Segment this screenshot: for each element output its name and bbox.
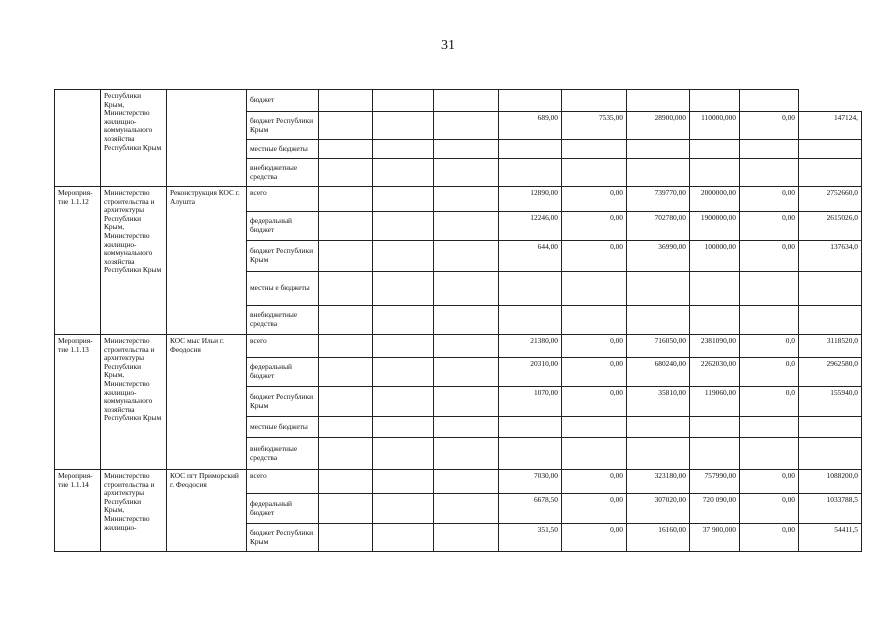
value-cell: 1070,00 bbox=[499, 387, 562, 417]
value-cell bbox=[319, 335, 373, 358]
value-cell bbox=[690, 438, 740, 470]
value-cell: 689,00 bbox=[499, 112, 562, 140]
source-cell: местные бюджеты bbox=[247, 417, 319, 438]
value-cell bbox=[434, 387, 499, 417]
value-cell bbox=[434, 494, 499, 524]
value-cell bbox=[373, 438, 434, 470]
value-cell bbox=[434, 112, 499, 140]
value-cell bbox=[319, 140, 373, 159]
value-cell: 0,00 bbox=[740, 494, 799, 524]
source-cell: бюджет Республики Крым bbox=[247, 112, 319, 140]
value-cell bbox=[373, 358, 434, 387]
source-cell: всего bbox=[247, 335, 319, 358]
value-cell bbox=[690, 90, 740, 112]
value-cell: 323180,00 bbox=[627, 470, 690, 494]
value-cell bbox=[434, 187, 499, 212]
value-cell: 0,00 bbox=[562, 387, 627, 417]
value-cell: 12890,00 bbox=[499, 187, 562, 212]
value-cell bbox=[799, 417, 862, 438]
value-cell: 1088200,0 bbox=[799, 470, 862, 494]
source-cell: бюджет bbox=[247, 90, 319, 112]
value-cell: 6678,50 bbox=[499, 494, 562, 524]
value-cell bbox=[499, 438, 562, 470]
value-cell bbox=[799, 159, 862, 187]
value-cell bbox=[434, 358, 499, 387]
page-number: 31 bbox=[441, 38, 455, 53]
executor-cell: Министерство строительства и архитектуры Республики Крым, Министерство жилищно-коммунального хозяйства Республики Крым bbox=[101, 335, 167, 470]
value-cell bbox=[499, 306, 562, 335]
value-cell: 2262030,00 bbox=[690, 358, 740, 387]
value-cell: 137634,0 bbox=[799, 241, 862, 272]
value-cell bbox=[319, 387, 373, 417]
value-cell: 702780,00 bbox=[627, 212, 690, 241]
value-cell: 0,0 bbox=[740, 387, 799, 417]
value-cell: 110000,000 bbox=[690, 112, 740, 140]
value-cell: 7535,00 bbox=[562, 112, 627, 140]
measure-cell bbox=[55, 90, 101, 187]
value-cell: 0,00 bbox=[740, 187, 799, 212]
object-cell: Реконструкция КОС г. Алушта bbox=[167, 187, 247, 335]
value-cell bbox=[434, 212, 499, 241]
value-cell: 100000,00 bbox=[690, 241, 740, 272]
value-cell bbox=[627, 159, 690, 187]
value-cell bbox=[562, 417, 627, 438]
value-cell: 155940,0 bbox=[799, 387, 862, 417]
value-cell bbox=[690, 417, 740, 438]
value-cell: 0,00 bbox=[740, 470, 799, 494]
source-cell: местны е бюджеты bbox=[247, 272, 319, 306]
value-cell bbox=[562, 306, 627, 335]
value-cell: 0,00 bbox=[562, 335, 627, 358]
executor-cell: Министерство строительства и архитектуры Республики Крым, Министерство жилищно- bbox=[101, 470, 167, 552]
value-cell bbox=[499, 272, 562, 306]
value-cell bbox=[373, 306, 434, 335]
value-cell: 0,0 bbox=[740, 335, 799, 358]
value-cell bbox=[499, 90, 562, 112]
value-cell: 7030,00 bbox=[499, 470, 562, 494]
value-cell: 16160,00 bbox=[627, 524, 690, 552]
measure-cell: Мероприя-тие 1.1.12 bbox=[55, 187, 101, 335]
value-cell bbox=[373, 159, 434, 187]
value-cell: 28900,000 bbox=[627, 112, 690, 140]
value-cell bbox=[740, 140, 799, 159]
value-cell bbox=[434, 438, 499, 470]
value-cell bbox=[319, 524, 373, 552]
value-cell bbox=[319, 494, 373, 524]
source-cell: местные бюджеты bbox=[247, 140, 319, 159]
value-cell bbox=[319, 90, 373, 112]
value-cell bbox=[690, 306, 740, 335]
value-cell bbox=[373, 494, 434, 524]
value-cell bbox=[319, 112, 373, 140]
value-cell bbox=[799, 140, 862, 159]
source-cell: бюджет Республики Крым bbox=[247, 387, 319, 417]
value-cell bbox=[434, 140, 499, 159]
value-cell bbox=[690, 159, 740, 187]
value-cell bbox=[740, 90, 799, 112]
executor-cell: Министерство строительства и архитектуры Республики Крым, Министерство жилищно-коммунального хозяйства Республики Крым bbox=[101, 187, 167, 335]
value-cell bbox=[627, 417, 690, 438]
value-cell: 2381090,00 bbox=[690, 335, 740, 358]
value-cell bbox=[434, 272, 499, 306]
value-cell: 757990,00 bbox=[690, 470, 740, 494]
source-cell: федеральный бюджет bbox=[247, 494, 319, 524]
value-cell: 716050,00 bbox=[627, 335, 690, 358]
value-cell bbox=[562, 140, 627, 159]
value-cell bbox=[319, 306, 373, 335]
value-cell bbox=[434, 417, 499, 438]
value-cell bbox=[627, 438, 690, 470]
source-cell: бюджет Республики Крым bbox=[247, 524, 319, 552]
value-cell bbox=[740, 306, 799, 335]
value-cell: 0,00 bbox=[740, 524, 799, 552]
value-cell: 0,0 bbox=[740, 358, 799, 387]
source-cell: внебюджетные средства bbox=[247, 159, 319, 187]
value-cell bbox=[373, 112, 434, 140]
object-cell: КОС мыс Ильи г. Феодосия bbox=[167, 335, 247, 470]
value-cell bbox=[627, 306, 690, 335]
value-cell bbox=[434, 524, 499, 552]
value-cell bbox=[319, 272, 373, 306]
value-cell bbox=[562, 272, 627, 306]
table-row bbox=[55, 90, 862, 112]
source-cell: федеральный бюджет bbox=[247, 358, 319, 387]
value-cell: 36990,00 bbox=[627, 241, 690, 272]
value-cell: 0,00 bbox=[562, 212, 627, 241]
value-cell bbox=[434, 470, 499, 494]
table-row bbox=[55, 470, 862, 494]
object-cell bbox=[167, 90, 247, 187]
value-cell bbox=[373, 272, 434, 306]
measure-cell: Мероприя-тие 1.1.13 bbox=[55, 335, 101, 470]
source-cell: бюджет Республики Крым bbox=[247, 241, 319, 272]
value-cell bbox=[627, 90, 690, 112]
value-cell bbox=[434, 306, 499, 335]
value-cell bbox=[319, 187, 373, 212]
value-cell bbox=[740, 272, 799, 306]
budget-table bbox=[54, 89, 862, 552]
value-cell bbox=[319, 438, 373, 470]
value-cell: 1033788,5 bbox=[799, 494, 862, 524]
value-cell bbox=[562, 90, 627, 112]
value-cell: 0,00 bbox=[562, 241, 627, 272]
value-cell bbox=[434, 241, 499, 272]
value-cell bbox=[690, 272, 740, 306]
value-cell bbox=[373, 335, 434, 358]
value-cell: 1900000,00 bbox=[690, 212, 740, 241]
value-cell bbox=[319, 159, 373, 187]
value-cell bbox=[627, 272, 690, 306]
value-cell bbox=[373, 241, 434, 272]
value-cell bbox=[373, 140, 434, 159]
source-cell: всего bbox=[247, 187, 319, 212]
value-cell: 351,50 bbox=[499, 524, 562, 552]
value-cell: 644,00 bbox=[499, 241, 562, 272]
value-cell bbox=[799, 438, 862, 470]
table-row bbox=[55, 187, 862, 212]
value-cell bbox=[434, 335, 499, 358]
executor-cell: Республики Крым, Министерство жилищно-коммунального хозяйства Республики Крым bbox=[101, 90, 167, 187]
value-cell bbox=[373, 212, 434, 241]
value-cell: 0,00 bbox=[740, 112, 799, 140]
value-cell bbox=[319, 241, 373, 272]
table-row bbox=[55, 335, 862, 358]
value-cell: 35810,00 bbox=[627, 387, 690, 417]
value-cell bbox=[499, 140, 562, 159]
value-cell: 119060,00 bbox=[690, 387, 740, 417]
source-cell: внебюджетные средства bbox=[247, 306, 319, 335]
value-cell bbox=[627, 140, 690, 159]
value-cell: 2615026,0 bbox=[799, 212, 862, 241]
value-cell bbox=[434, 159, 499, 187]
value-cell bbox=[562, 438, 627, 470]
object-cell: КОС пгт Приморский г. Феодосия bbox=[167, 470, 247, 552]
source-cell: внебюджетные средства bbox=[247, 438, 319, 470]
value-cell bbox=[373, 524, 434, 552]
value-cell: 3118520,0 bbox=[799, 335, 862, 358]
value-cell: 307020,00 bbox=[627, 494, 690, 524]
value-cell bbox=[319, 212, 373, 241]
value-cell: 147124, bbox=[799, 112, 862, 140]
value-cell: 20310,00 bbox=[499, 358, 562, 387]
source-cell: федеральный бюджет bbox=[247, 212, 319, 241]
value-cell: 720 090,00 bbox=[690, 494, 740, 524]
value-cell: 2962580,0 bbox=[799, 358, 862, 387]
value-cell bbox=[499, 417, 562, 438]
value-cell bbox=[690, 140, 740, 159]
value-cell bbox=[799, 306, 862, 335]
value-cell: 54411,5 bbox=[799, 524, 862, 552]
value-cell: 0,00 bbox=[740, 212, 799, 241]
value-cell: 21380,00 bbox=[499, 335, 562, 358]
value-cell bbox=[319, 417, 373, 438]
value-cell bbox=[740, 438, 799, 470]
value-cell: 37 900,000 bbox=[690, 524, 740, 552]
value-cell: 2752660,0 bbox=[799, 187, 862, 212]
value-cell bbox=[740, 159, 799, 187]
value-cell: 739770,00 bbox=[627, 187, 690, 212]
value-cell bbox=[319, 358, 373, 387]
value-cell bbox=[373, 387, 434, 417]
value-cell: 680240,00 bbox=[627, 358, 690, 387]
value-cell bbox=[562, 159, 627, 187]
value-cell bbox=[373, 90, 434, 112]
measure-cell: Мероприя-тие 1.1.14 bbox=[55, 470, 101, 552]
value-cell bbox=[434, 90, 499, 112]
value-cell: 0,00 bbox=[740, 241, 799, 272]
value-cell bbox=[499, 159, 562, 187]
value-cell: 0,00 bbox=[562, 494, 627, 524]
value-cell bbox=[799, 272, 862, 306]
value-cell: 0,00 bbox=[562, 524, 627, 552]
value-cell bbox=[373, 187, 434, 212]
value-cell bbox=[740, 417, 799, 438]
value-cell bbox=[373, 470, 434, 494]
value-cell: 0,00 bbox=[562, 358, 627, 387]
value-cell bbox=[319, 470, 373, 494]
value-cell: 0,00 bbox=[562, 470, 627, 494]
value-cell: 0,00 bbox=[562, 187, 627, 212]
value-cell: 2000000,00 bbox=[690, 187, 740, 212]
source-cell: всего bbox=[247, 470, 319, 494]
value-cell bbox=[373, 417, 434, 438]
value-cell: 12246,00 bbox=[499, 212, 562, 241]
